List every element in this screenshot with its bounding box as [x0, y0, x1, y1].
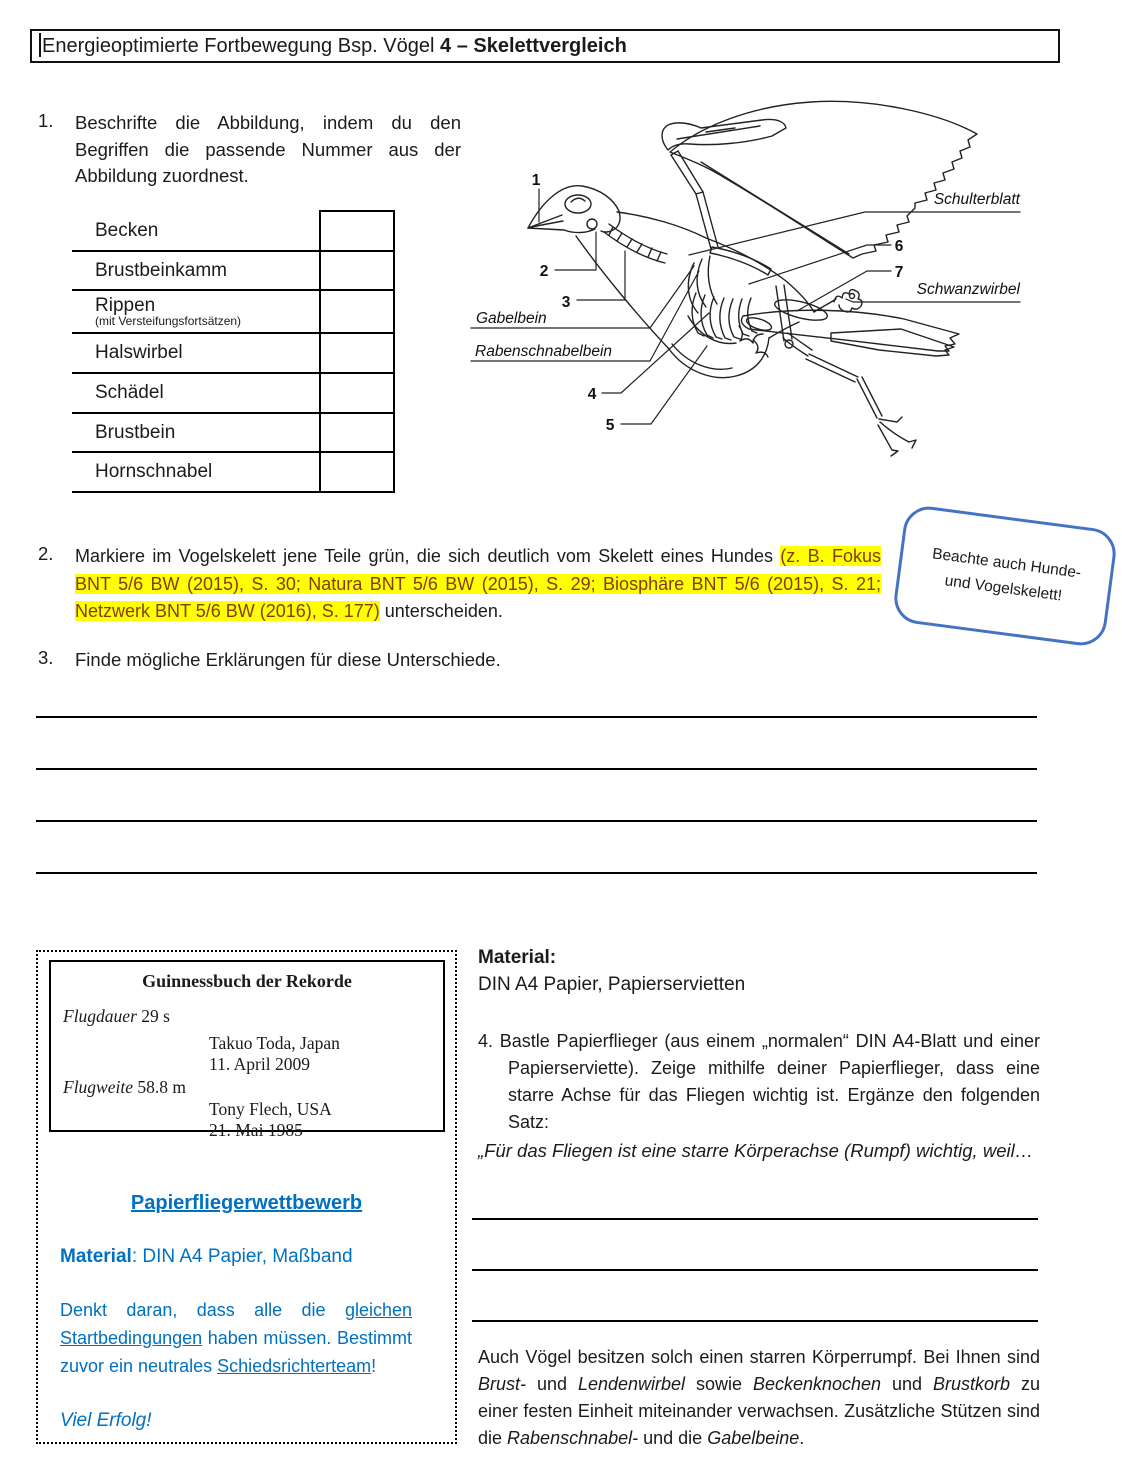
record-entry [63, 1077, 186, 1098]
competition-note: Denkt daran, dass alle die gleichen Startbedingungen haben müssen. Bestimmt zuvor ein neutrales Schiedsrichterteam! [60, 1300, 412, 1376]
writing-line[interactable] [472, 1218, 1038, 1220]
task1-number: 1. [38, 110, 54, 131]
material-label: Material: [478, 947, 557, 968]
table-row [72, 290, 394, 333]
record-holder-block [209, 1099, 332, 1141]
competition-material: Material: DIN A4 Papier, Maßband [60, 1246, 353, 1267]
leader-line-5 [621, 346, 707, 424]
leader-line-6 [749, 245, 891, 284]
writing-line[interactable] [36, 768, 1037, 770]
record-holder: Tony Flech, USA [209, 1099, 332, 1119]
table-row [72, 251, 394, 290]
term-label: Schädel [72, 373, 320, 413]
term-label: Brustbein [72, 413, 320, 452]
leader-line-4 [602, 313, 709, 393]
task3-text: Finde mögliche Erklärungen für diese Unterschiede. [75, 649, 501, 670]
leader-line-schwanzwirbel [846, 299, 1020, 302]
diagram-numbers [532, 172, 904, 434]
writing-line[interactable] [36, 820, 1037, 822]
diagram-number-4: 4 [587, 386, 597, 403]
diagram-number-2: 2 [539, 263, 549, 280]
coracoid-bone [708, 256, 717, 304]
diagram-number-1: 1 [531, 172, 541, 189]
term-sublabel: (mit Versteifungsfortsätzen) [95, 314, 242, 328]
scapula-bone [710, 247, 771, 275]
competition-heading: Papierfliegerwettbewerb [130, 1192, 363, 1214]
record-label: Flugweite [63, 1077, 133, 1097]
table-row [72, 211, 394, 251]
note-bubble-line1: Beachte auch Hunde- [931, 545, 1083, 582]
records-box [49, 960, 445, 1140]
label-schulterblatt: Schulterblatt [933, 191, 1020, 208]
task4-number: 4. [478, 1031, 494, 1051]
label-rabenschnabelbein: Rabenschnabelbein [475, 343, 613, 360]
leader-line-2 [555, 232, 596, 270]
writing-line[interactable] [472, 1269, 1038, 1271]
task2-text: Markiere im Vogelskelett jene Teile grün, die sich deutlich vom Skelett eines Hundes (z. B. Fokus BNT 5/6 BW (2015), S. 30; Natura BNT 5/6 BW (2015), S. 29; Biosphäre BNT 5/6 (2015), S. 21; Netzwerk BNT 5/6 BW (2016), S. 177) unterscheiden. [75, 546, 881, 621]
table-row [72, 452, 394, 492]
answer-box[interactable] [320, 333, 394, 373]
diagram-number-7: 7 [894, 264, 904, 281]
record-holder: Takuo Toda, Japan [209, 1033, 340, 1053]
note-bubble [891, 504, 1119, 649]
leader-line-3 [577, 251, 625, 300]
task4-quote: „Für das Fliegen ist eine starre Körperachse (Rumpf) wichtig, weil… [478, 1140, 1034, 1161]
task4-text: 4. Bastle Papierflieger (aus einem „normalen“ DIN A4-Blatt und einer Papierserviette). Zeige mithilfe deiner Papierflieger, dass eine starre Achse für das Fliegen wichtig ist. Ergänze den folgenden Satz: [478, 1031, 1040, 1132]
answer-box[interactable] [320, 251, 394, 290]
record-value: 29 s [141, 1006, 170, 1026]
answer-box[interactable] [320, 290, 394, 333]
record-date: 11. April 2009 [209, 1054, 310, 1074]
tail-feathers [831, 329, 954, 356]
diagram-number-3: 3 [561, 294, 571, 311]
page-title: Energieoptimierte Fortbewegung Bsp. Vögel 4 – Skelettvergleich [42, 35, 627, 57]
diagram-number-6: 6 [894, 238, 904, 255]
labeling-table [72, 210, 395, 493]
term-label: Rippen (mit Versteifungsfortsätzen) [72, 290, 320, 333]
closing-paragraph: Auch Vögel besitzen solch einen starren Körperrumpf. Bei Ihnen sind Brust- und Lendenwirbel sowie Beckenknochen und Brustkorb zu einer festen Einheit miteinander verwachsen. Zusätzliche Stützen sind die Rabenschnabel- und die Gabelbeine. [478, 1347, 1040, 1448]
answer-box[interactable] [320, 211, 394, 251]
record-label: Flugdauer [63, 1006, 137, 1026]
bird-skeleton-diagram [463, 88, 1122, 513]
text-cursor [39, 33, 41, 57]
answer-box[interactable] [320, 413, 394, 452]
leader-lines [471, 189, 1020, 424]
writing-line[interactable] [36, 872, 1037, 874]
material-value: DIN A4 Papier, Papierservietten [478, 974, 746, 995]
answer-box[interactable] [320, 452, 394, 492]
term-label: Becken [72, 211, 320, 251]
record-entry [63, 1006, 170, 1027]
table-row [72, 413, 394, 452]
label-schwanzwirbel: Schwanzwirbel [916, 281, 1020, 298]
note-bubble-line2: und Vogelskelett! [943, 572, 1064, 605]
wing-membrane [670, 101, 977, 258]
record-value: 58.8 m [137, 1077, 186, 1097]
diagram-number-5: 5 [605, 417, 615, 434]
wing-hand [662, 119, 786, 150]
record-holder-block [209, 1033, 340, 1075]
table-row [72, 373, 394, 413]
jaw-joint [587, 219, 597, 229]
title-bar [30, 29, 1060, 63]
answer-box[interactable] [320, 373, 394, 413]
competition-closing: Viel Erfolg! [60, 1410, 152, 1431]
record-date: 21. Mai 1985 [209, 1120, 303, 1140]
term-label: Halswirbel [72, 333, 320, 373]
tail-vertebrae [834, 290, 862, 312]
records-title: Guinnessbuch der Rekorde [142, 971, 352, 991]
task3-number: 3. [38, 647, 54, 668]
task1-text: Beschrifte die Abbildung, indem du den Begriffen die passende Nummer aus der Abbildung zuordnest. [75, 112, 461, 186]
competition-box [36, 950, 457, 1444]
term-label: Brustbeinkamm [72, 251, 320, 290]
table-row [72, 333, 394, 373]
writing-line[interactable] [472, 1320, 1038, 1322]
term-label: Hornschnabel [72, 452, 320, 492]
writing-line[interactable] [36, 716, 1037, 718]
label-gabelbein: Gabelbein [476, 310, 547, 327]
task2-number: 2. [38, 543, 54, 564]
